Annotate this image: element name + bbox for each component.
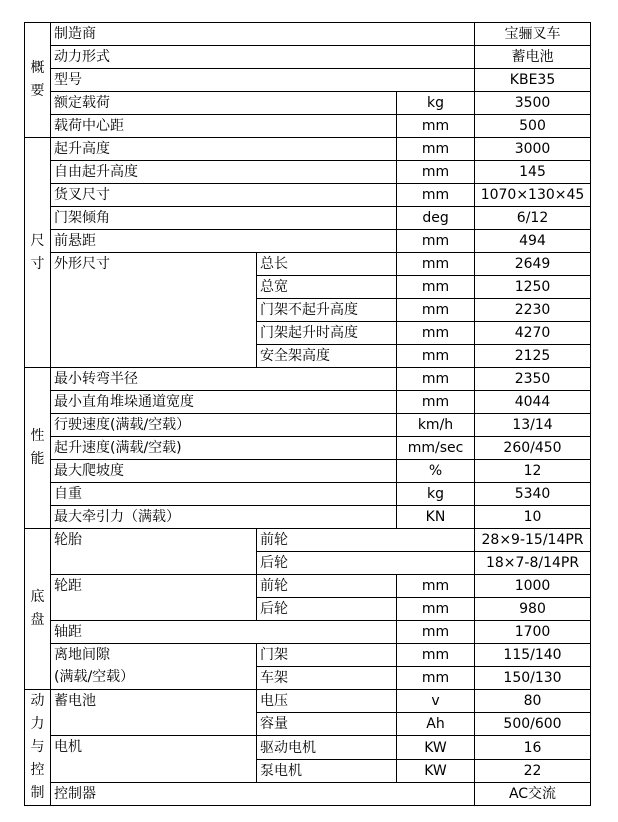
table-row [25, 736, 591, 760]
row-value: 13/14 [475, 414, 591, 437]
row-label: 轴距 [51, 621, 397, 644]
sub-label: 门架 [257, 644, 397, 667]
row-unit: mm [397, 276, 475, 299]
section-power-char: 制 [30, 785, 45, 801]
clearance-label-line1: 离地间隙 [54, 647, 110, 663]
table-row [25, 207, 591, 230]
row-unit: mm [397, 299, 475, 322]
row-unit: mm [397, 391, 475, 414]
row-label: 最大爬坡度 [51, 460, 397, 483]
table-row [25, 161, 591, 184]
row-unit: mm [397, 115, 475, 138]
spec-table [24, 22, 591, 806]
row-value: 2350 [475, 368, 591, 391]
row-value: 500 [475, 115, 591, 138]
row-unit: mm [397, 368, 475, 391]
row-unit: KW [397, 760, 475, 783]
row-value: 1070×130×45 [475, 184, 591, 207]
section-dimensions-label: 尺寸 [30, 232, 45, 272]
sub-label: 总宽 [257, 276, 397, 299]
row-value: 4270 [475, 322, 591, 345]
row-unit: mm [397, 161, 475, 184]
sub-label: 安全架高度 [257, 345, 397, 368]
row-unit: v [397, 690, 475, 713]
sub-label: 容量 [257, 713, 397, 736]
row-unit: mm [397, 667, 475, 690]
table-row [25, 437, 591, 460]
motor-label: 电机 [51, 736, 257, 783]
row-value: 3000 [475, 138, 591, 161]
table-row [25, 115, 591, 138]
row-label: 最大牵引力（满载） [51, 506, 397, 529]
row-value: 145 [475, 161, 591, 184]
sub-label: 前轮 [257, 575, 397, 598]
table-row [25, 575, 591, 598]
row-value: 1700 [475, 621, 591, 644]
row-value: 10 [475, 506, 591, 529]
row-value: 2230 [475, 299, 591, 322]
section-power-char: 动 [30, 693, 45, 709]
row-value: 2649 [475, 253, 591, 276]
row-unit: kg [397, 92, 475, 115]
row-value: 260/450 [475, 437, 591, 460]
row-unit: KN [397, 506, 475, 529]
sub-label: 后轮 [257, 552, 475, 575]
table-row [25, 253, 591, 276]
table-row [25, 483, 591, 506]
section-chassis [25, 529, 51, 690]
table-row [25, 621, 591, 644]
section-overview-label: 概要 [30, 60, 45, 99]
row-label: 货叉尺寸 [51, 184, 397, 207]
section-performance [25, 368, 51, 529]
row-value: 1000 [475, 575, 591, 598]
row-value: 500/600 [475, 713, 591, 736]
row-label: 前悬距 [51, 230, 397, 253]
row-unit: mm [397, 138, 475, 161]
row-value: 16 [475, 736, 591, 760]
sub-label: 门架起升时高度 [257, 322, 397, 345]
row-label: 最小直角堆垛通道宽度 [51, 391, 397, 414]
row-value: 80 [475, 690, 591, 713]
row-label: 控制器 [51, 783, 475, 806]
row-unit: mm [397, 598, 475, 621]
row-value: 115/140 [475, 644, 591, 667]
row-label: 载荷中心距 [51, 115, 397, 138]
section-power-char: 与 [30, 739, 45, 755]
table-row [25, 529, 591, 552]
row-value: 980 [475, 598, 591, 621]
table-row [25, 46, 591, 69]
table-row [25, 414, 591, 437]
section-power-control [25, 690, 51, 806]
row-value: KBE35 [475, 69, 591, 92]
table-row [25, 138, 591, 161]
row-unit: deg [397, 207, 475, 230]
sub-label: 总长 [257, 253, 397, 276]
table-row [25, 92, 591, 115]
row-label: 型号 [51, 69, 475, 92]
sub-label: 电压 [257, 690, 397, 713]
section-performance-label: 性能 [30, 428, 45, 467]
row-unit: mm [397, 322, 475, 345]
tire-label: 轮胎 [51, 529, 257, 575]
row-value: 6/12 [475, 207, 591, 230]
section-power-char: 控 [30, 762, 45, 778]
table-row [25, 690, 591, 713]
clearance-label [51, 644, 257, 690]
table-row [25, 69, 591, 92]
section-dimensions [25, 138, 51, 368]
table-row [25, 506, 591, 529]
table-row [25, 368, 591, 391]
battery-label: 蓄电池 [51, 690, 257, 736]
section-power-char: 力 [30, 716, 45, 732]
table-row [25, 230, 591, 253]
row-label: 制造商 [51, 23, 475, 46]
sub-label: 泵电机 [257, 760, 397, 783]
row-unit: mm [397, 575, 475, 598]
table-row [25, 783, 591, 806]
row-unit: mm [397, 345, 475, 368]
row-value: AC交流 [475, 783, 591, 806]
row-value: 4044 [475, 391, 591, 414]
sub-label: 后轮 [257, 598, 397, 621]
table-row [25, 391, 591, 414]
row-value: 宝骊叉车 [475, 23, 591, 46]
sub-label: 车架 [257, 667, 397, 690]
section-overview [25, 23, 51, 138]
row-label: 自重 [51, 483, 397, 506]
row-label: 行驶速度(满载/空载） [51, 414, 397, 437]
row-label: 起升高度 [51, 138, 397, 161]
row-unit: km/h [397, 414, 475, 437]
section-chassis-label: 底盘 [30, 589, 45, 628]
row-unit: KW [397, 736, 475, 760]
row-label: 动力形式 [51, 46, 475, 69]
row-label: 起升速度(满载/空载) [51, 437, 397, 460]
row-label: 额定载荷 [51, 92, 397, 115]
row-value: 22 [475, 760, 591, 783]
clearance-label-line2: (满载/空载） [54, 669, 135, 685]
row-unit: mm [397, 184, 475, 207]
row-unit: mm [397, 230, 475, 253]
tread-label: 轮距 [51, 575, 257, 621]
row-value: 18×7-8/14PR [475, 552, 591, 575]
overall-size-label: 外形尺寸 [51, 253, 257, 368]
table-row [25, 23, 591, 46]
sub-label: 驱动电机 [257, 736, 397, 760]
row-value: 12 [475, 460, 591, 483]
row-unit: mm [397, 621, 475, 644]
sub-label: 前轮 [257, 529, 475, 552]
row-unit: kg [397, 483, 475, 506]
row-value: 2125 [475, 345, 591, 368]
row-label: 最小转弯半径 [51, 368, 397, 391]
row-value: 28×9-15/14PR [475, 529, 591, 552]
row-value: 3500 [475, 92, 591, 115]
table-row [25, 460, 591, 483]
row-unit: mm [397, 253, 475, 276]
row-unit: mm [397, 644, 475, 667]
row-value: 1250 [475, 276, 591, 299]
row-value: 494 [475, 230, 591, 253]
row-label: 门架倾角 [51, 207, 397, 230]
row-label: 自由起升高度 [51, 161, 397, 184]
row-unit: mm/sec [397, 437, 475, 460]
row-value: 150/130 [475, 667, 591, 690]
row-value: 蓄电池 [475, 46, 591, 69]
row-unit: % [397, 460, 475, 483]
sub-label: 门架不起升高度 [257, 299, 397, 322]
row-unit: Ah [397, 713, 475, 736]
row-value: 5340 [475, 483, 591, 506]
table-row [25, 184, 591, 207]
table-row [25, 644, 591, 667]
